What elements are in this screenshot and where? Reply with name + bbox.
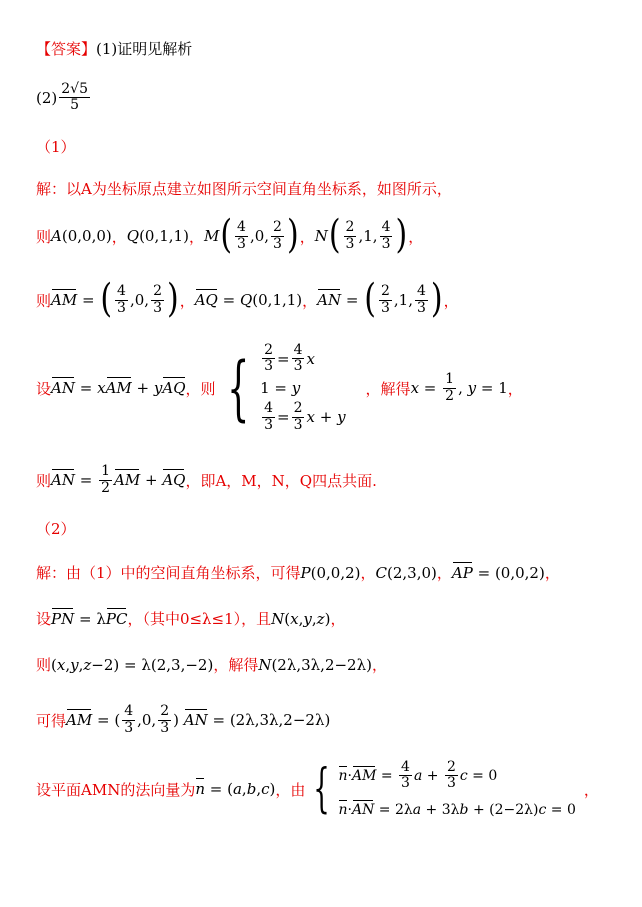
p2-line3-mid: ，解得 xyxy=(213,656,259,674)
p2-line3-prefix: 则 xyxy=(36,656,52,674)
p2-line1-text: 解：由（1）中的空间直角坐标系，可得 xyxy=(36,564,301,582)
p2-line2: 设 PN = λ PC ，（其中0≤λ≤1），且 N ( x , y , z ) ， xyxy=(36,609,346,628)
p1-line5-suffix: ，即A，M，N，Q四点共面. xyxy=(185,471,377,490)
answer-part2 xyxy=(36,82,92,114)
p2-line2-prefix: 设 xyxy=(36,610,52,628)
p1-line4-then: ，则 xyxy=(185,379,216,398)
p1-line4-prefix: 设 xyxy=(36,379,52,398)
p2-line5-prefix: 设平面AMN的法向量为 xyxy=(36,780,196,799)
answer-fraction xyxy=(59,82,90,114)
p1-line4-solve: ，解得 xyxy=(365,379,411,398)
answer-part2-prefix: (2) xyxy=(36,88,58,107)
answer-line xyxy=(36,38,192,59)
p1-line2: 则 A (0,0,0) ， Q (0,1,1) ， M ( $\frac{4}{3}$ ,0, $\frac{2}{3}$ ) ， N ( $\frac{2}{3}$ ,1, $\frac{4}{3}$ ) ， xyxy=(36,212,424,259)
p1-line3-prefix: 则 xyxy=(36,291,52,310)
answer-numerator: 2√5 xyxy=(61,81,88,97)
p1-line1: 解：以A为坐标原点建立如图所示空间直角坐标系，如图所示， xyxy=(36,180,452,198)
answer-denominator: 5 xyxy=(70,97,80,114)
p2-line4-prefix: 可得 xyxy=(36,711,67,730)
part2-heading: （2） xyxy=(36,520,76,538)
part1-heading: （1） xyxy=(36,138,76,156)
p2-line3: 则 ( x , y , z −2) = λ(2,3,−2) ，解得 N (2λ,3λ,2−2λ) ， xyxy=(36,655,387,674)
p2-line1: 解：由（1）中的空间直角坐标系，可得 P (0,0,2) ， C (2,3,0) ， AP = (0,0,2) ， xyxy=(36,563,560,582)
p2-line2-mid: ，（其中0≤λ≤1），且 xyxy=(127,610,272,628)
p2-line5: 设平面AMN的法向量为 n = ( a , b , c ) ，由 { n · AM = $\frac{4}{3}$ a + $\frac{2}{3}$ c = 0 n · AN = 2λ a + 3λ b + (2−2λ) c = 0 ， xyxy=(36,759,599,819)
p1-line5: 则 AN = $\frac{1}{2}$ AM + AQ ，即A，M，N，Q四点共面. xyxy=(36,463,377,496)
answer-part1: (1)证明见解析 xyxy=(96,40,193,58)
p2-line5-mid: ，由 xyxy=(275,780,306,799)
p1-line4: 设 AN = x AM + y AQ ，则 { $\frac{2}{3}$ = $\frac{4}{3}$ x 1 = y $\frac{4}{3}$ = $\frac{2}{3}$ x + y ，解得 x = $\frac{1}{2}$ , y = 1 ， xyxy=(36,342,523,433)
p1-line3: 则 AM = ( $\frac{4}{3}$ ,0, $\frac{2}{3}$ ) ， AQ = Q (0,1,1) ， AN = ( $\frac{2}{3}$ ,1, $\frac{4}{3}$ ) ， xyxy=(36,276,459,323)
p1-line2-prefix: 则 xyxy=(36,227,52,246)
p1-line5-prefix: 则 xyxy=(36,471,52,490)
p2-line4: 可得 AM = ( $\frac{4}{3}$ ,0, $\frac{2}{3}$ ) AN = (2λ,3λ,2−2λ) xyxy=(36,703,331,736)
answer-label: 【答案】 xyxy=(36,40,97,58)
